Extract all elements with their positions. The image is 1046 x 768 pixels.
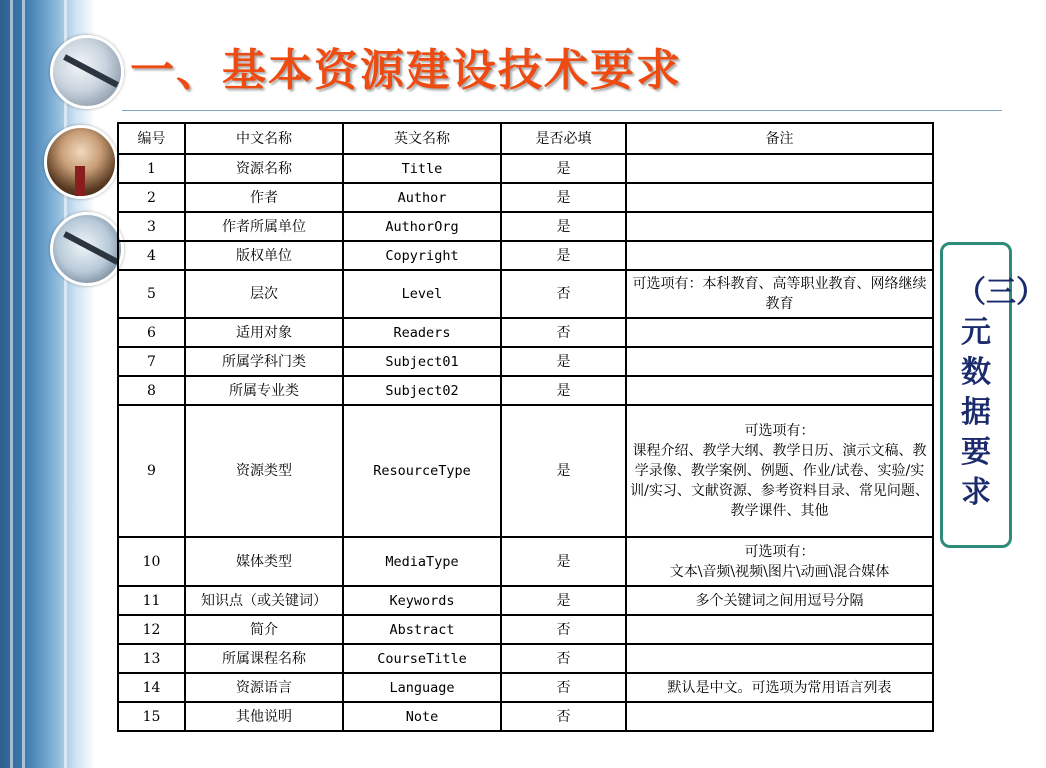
cell-number: 6 xyxy=(118,318,185,347)
cell-english-name: CourseTitle xyxy=(343,644,501,673)
cell-number: 14 xyxy=(118,673,185,702)
cell-chinese-name: 其他说明 xyxy=(185,702,343,731)
cell-number: 3 xyxy=(118,212,185,241)
cell-remarks xyxy=(626,183,933,212)
header-required: 是否必填 xyxy=(501,123,626,154)
cell-remarks xyxy=(626,702,933,731)
cell-number: 8 xyxy=(118,376,185,405)
bar-stripe xyxy=(10,0,13,768)
cell-english-name: Author xyxy=(343,183,501,212)
cell-remarks xyxy=(626,318,933,347)
cell-remarks: 默认是中文。可选项为常用语言列表 xyxy=(626,673,933,702)
cell-remarks xyxy=(626,644,933,673)
cell-chinese-name: 版权单位 xyxy=(185,241,343,270)
cell-chinese-name: 适用对象 xyxy=(185,318,343,347)
cell-required: 否 xyxy=(501,702,626,731)
cell-required: 否 xyxy=(501,644,626,673)
person-photo-icon xyxy=(44,125,118,199)
cell-required: 否 xyxy=(501,318,626,347)
cell-remarks: 可选项有： 文本\音频\视频\图片\动画\混合媒体 xyxy=(626,537,933,586)
table-row xyxy=(118,212,933,241)
cell-chinese-name: 媒体类型 xyxy=(185,537,343,586)
cell-required: 是 xyxy=(501,183,626,212)
header-remarks: 备注 xyxy=(626,123,933,154)
table-row xyxy=(118,183,933,212)
cell-chinese-name: 资源名称 xyxy=(185,154,343,183)
cell-chinese-name: 作者 xyxy=(185,183,343,212)
cell-chinese-name: 作者所属单位 xyxy=(185,212,343,241)
cell-number: 9 xyxy=(118,405,185,537)
cell-number: 2 xyxy=(118,183,185,212)
title-divider xyxy=(122,110,1002,111)
cell-number: 5 xyxy=(118,270,185,318)
cell-english-name: Level xyxy=(343,270,501,318)
cell-remarks: 可选项有：本科教育、高等职业教育、网络继续教育 xyxy=(626,270,933,318)
cell-chinese-name: 简介 xyxy=(185,615,343,644)
table-row xyxy=(118,615,933,644)
cell-required: 是 xyxy=(501,586,626,615)
table-row xyxy=(118,405,933,537)
cell-english-name: Title xyxy=(343,154,501,183)
cell-required: 是 xyxy=(501,376,626,405)
table-row xyxy=(118,702,933,731)
section-label-box xyxy=(940,242,1046,548)
cell-remarks xyxy=(626,376,933,405)
cell-english-name: Note xyxy=(343,702,501,731)
cell-required: 是 xyxy=(501,347,626,376)
table-row xyxy=(118,586,933,615)
table-row xyxy=(118,154,933,183)
cell-number: 15 xyxy=(118,702,185,731)
cell-required: 否 xyxy=(501,615,626,644)
cell-number: 10 xyxy=(118,537,185,586)
cell-english-name: Copyright xyxy=(343,241,501,270)
cell-english-name: Subject02 xyxy=(343,376,501,405)
cell-remarks xyxy=(626,154,933,183)
page-title: 一、基本资源建设技术要求 xyxy=(130,45,682,96)
bar-stripe xyxy=(22,0,25,768)
cell-english-name: Keywords xyxy=(343,586,501,615)
cell-remarks: 多个关键词之间用逗号分隔 xyxy=(626,586,933,615)
table-header-row xyxy=(118,123,933,154)
cell-required: 是 xyxy=(501,241,626,270)
header-english-name: 英文名称 xyxy=(343,123,501,154)
cell-number: 1 xyxy=(118,154,185,183)
table-row xyxy=(118,644,933,673)
cell-remarks xyxy=(626,241,933,270)
table-row xyxy=(118,241,933,270)
cell-chinese-name: 所属课程名称 xyxy=(185,644,343,673)
header-chinese-name: 中文名称 xyxy=(185,123,343,154)
cell-required: 是 xyxy=(501,212,626,241)
cell-number: 4 xyxy=(118,241,185,270)
cell-chinese-name: 所属学科门类 xyxy=(185,347,343,376)
header-number: 编号 xyxy=(118,123,185,154)
cell-english-name: AuthorOrg xyxy=(343,212,501,241)
section-label: （三）元数据要求 xyxy=(956,275,1046,510)
cell-number: 7 xyxy=(118,347,185,376)
cell-english-name: Readers xyxy=(343,318,501,347)
cell-english-name: ResourceType xyxy=(343,405,501,537)
cell-remarks xyxy=(626,615,933,644)
cell-number: 13 xyxy=(118,644,185,673)
cell-number: 12 xyxy=(118,615,185,644)
cell-remarks xyxy=(626,347,933,376)
cell-english-name: Abstract xyxy=(343,615,501,644)
cell-remarks xyxy=(626,212,933,241)
table-row xyxy=(118,270,933,318)
pen-photo-icon xyxy=(50,35,124,109)
table-row xyxy=(118,347,933,376)
cell-english-name: MediaType xyxy=(343,537,501,586)
cell-required: 是 xyxy=(501,405,626,537)
metadata-table xyxy=(117,122,934,732)
left-decorative-bar xyxy=(0,0,95,768)
bar-stripe xyxy=(64,0,67,768)
cell-chinese-name: 层次 xyxy=(185,270,343,318)
cell-required: 否 xyxy=(501,270,626,318)
cell-number: 11 xyxy=(118,586,185,615)
table-row xyxy=(118,537,933,586)
cell-required: 否 xyxy=(501,673,626,702)
pen-photo-icon xyxy=(50,212,124,286)
cell-chinese-name: 所属专业类 xyxy=(185,376,343,405)
cell-required: 是 xyxy=(501,537,626,586)
cell-remarks: 可选项有： 课程介绍、教学大纲、教学日历、演示文稿、教学录像、教学案例、例题、作业/试卷、实验/实训/实习、文献资源、参考资料目录、常见问题、教学课件、其他 xyxy=(626,405,933,537)
table-row xyxy=(118,376,933,405)
cell-chinese-name: 资源类型 xyxy=(185,405,343,537)
table-row xyxy=(118,318,933,347)
cell-english-name: Language xyxy=(343,673,501,702)
cell-required: 是 xyxy=(501,154,626,183)
table-row xyxy=(118,673,933,702)
cell-chinese-name: 知识点（或关键词） xyxy=(185,586,343,615)
cell-english-name: Subject01 xyxy=(343,347,501,376)
cell-chinese-name: 资源语言 xyxy=(185,673,343,702)
table-body xyxy=(118,154,933,731)
